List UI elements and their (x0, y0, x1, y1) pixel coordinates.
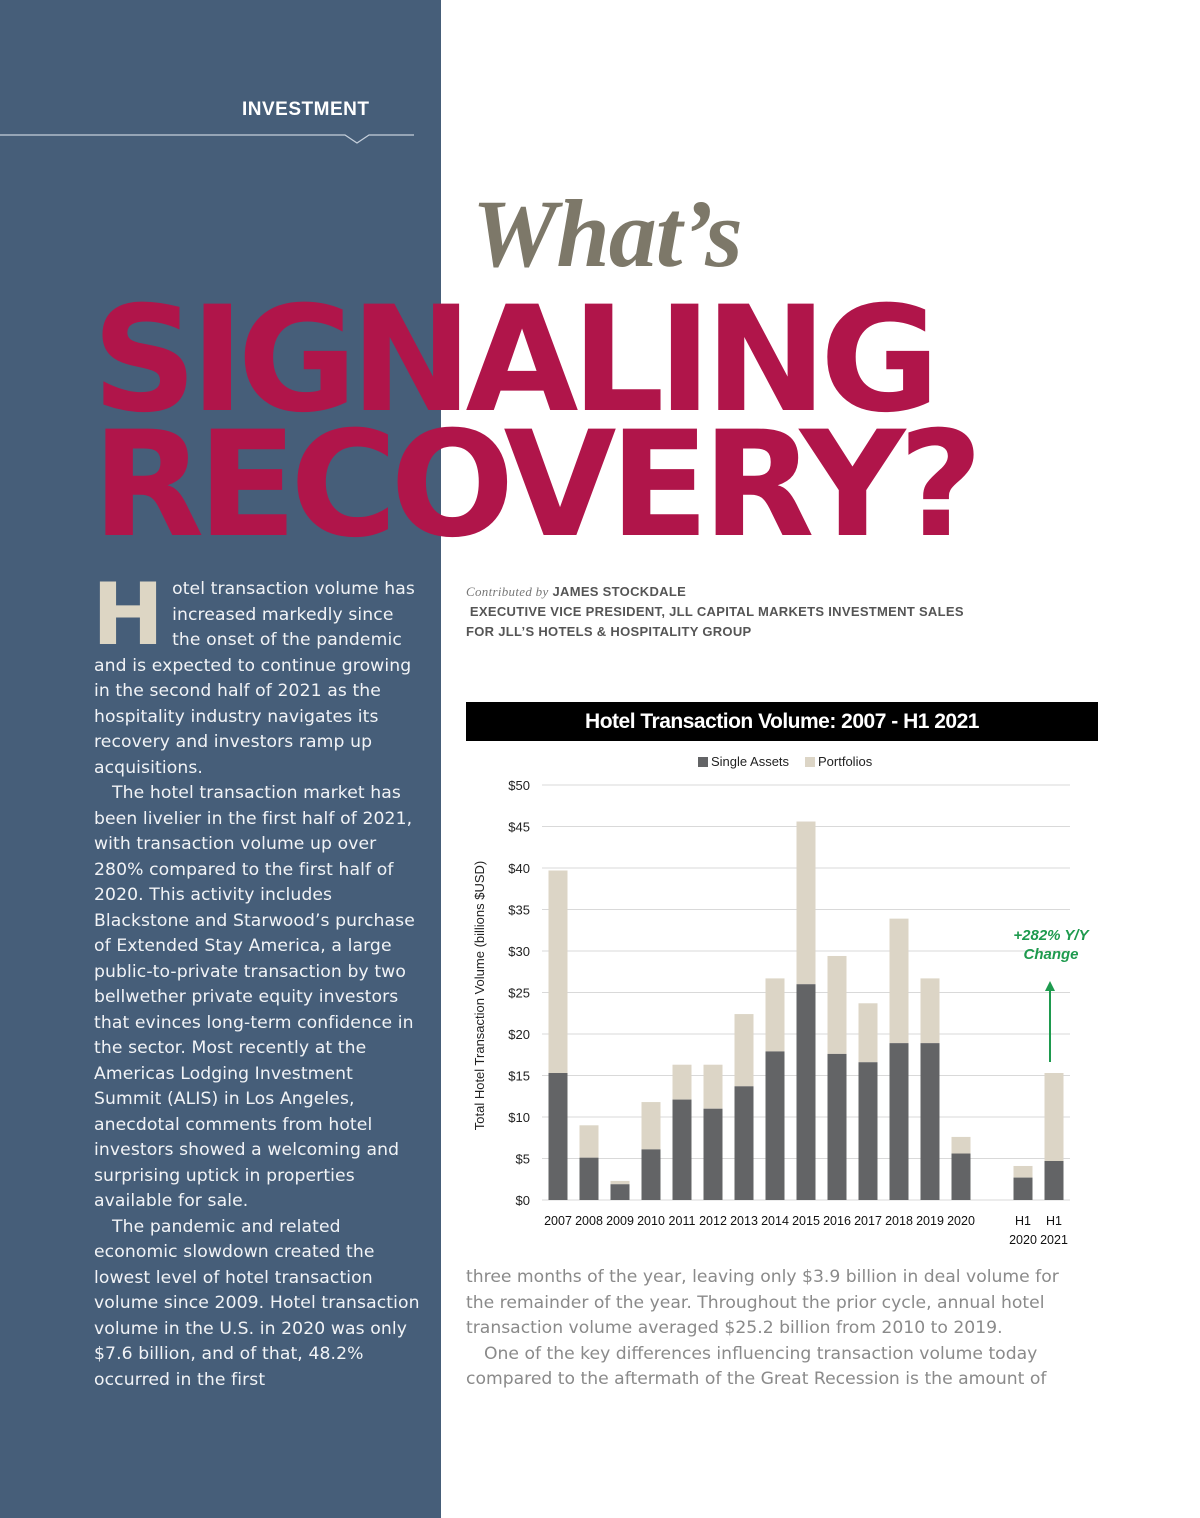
y-tick-label: $15 (508, 1068, 530, 1084)
bar-single-assets (797, 984, 816, 1200)
y-tick-label: $45 (508, 819, 530, 835)
x-tick-label: 2020 (1009, 1233, 1037, 1247)
author-group: FOR JLL’S HOTELS & HOSPITALITY GROUP (466, 624, 752, 639)
bar-portfolios (890, 919, 909, 1044)
legend-swatch (698, 757, 708, 767)
x-tick-label: 2015 (792, 1214, 820, 1228)
bar-single-assets (704, 1109, 723, 1200)
legend-label: Portfolios (818, 754, 873, 769)
y-tick-label: $10 (508, 1110, 530, 1125)
bar-portfolios (859, 1003, 878, 1062)
drop-cap: H (92, 565, 165, 665)
annotation-text: +282% Y/Y (1013, 927, 1089, 944)
chart-title: Hotel Transaction Volume: 2007 - H1 2021 (466, 702, 1098, 741)
bar-single-assets (673, 1100, 692, 1200)
headline-whats: What’s (472, 180, 742, 287)
bar-single-assets (735, 1086, 754, 1200)
bar-single-assets (611, 1184, 630, 1200)
bar-portfolios (673, 1065, 692, 1100)
paragraph-1 (92, 565, 424, 781)
x-tick-label: 2013 (730, 1214, 758, 1228)
bar-single-assets (921, 1043, 940, 1200)
y-tick-label: $20 (508, 1027, 530, 1042)
x-tick-label: 2018 (885, 1214, 913, 1228)
bar-single-assets (1045, 1161, 1064, 1200)
bar-portfolios (797, 822, 816, 985)
byline (466, 582, 964, 642)
y-tick-label: $35 (508, 902, 530, 918)
bar-portfolios (735, 1014, 754, 1086)
bar-portfolios (642, 1102, 661, 1149)
bar-single-assets (952, 1154, 971, 1200)
article-body-right (466, 1265, 1086, 1393)
bar-single-assets (890, 1043, 909, 1200)
author-name: JAMES STOCKDALE (552, 584, 687, 599)
x-tick-label: 2010 (637, 1214, 665, 1228)
y-tick-label: $5 (515, 1151, 530, 1167)
annotation-text: Change (1023, 946, 1079, 963)
section-divider (0, 128, 420, 148)
bar-single-assets (1014, 1178, 1033, 1200)
x-tick-label: 2020 (947, 1214, 975, 1228)
bar-single-assets (549, 1073, 568, 1200)
bar-portfolios (921, 978, 940, 1043)
x-tick-label: 2014 (761, 1214, 789, 1228)
y-tick-label: $0 (515, 1193, 530, 1208)
paragraph-1-text: otel transaction volume has increased markedly since the onset of the pandemic and is expected to continue growing in the second half of 2021 as the hospitality industry navigates its recovery and investors ramp up acquisitions. (94, 579, 415, 778)
x-tick-label: H1 (1046, 1214, 1062, 1228)
annotation-arrowhead (1045, 981, 1055, 991)
x-tick-label: 2019 (916, 1214, 944, 1228)
bar-portfolios (952, 1137, 971, 1154)
x-tick-label: 2007 (544, 1214, 572, 1228)
headline-signaling: SIGNALING (92, 275, 933, 445)
bar-single-assets (828, 1054, 847, 1200)
section-label: INVESTMENT (242, 99, 370, 120)
y-tick-label: $30 (508, 944, 530, 959)
bar-portfolios (1045, 1073, 1064, 1161)
x-tick-label: 2016 (823, 1214, 851, 1228)
x-tick-label: 2012 (699, 1214, 727, 1228)
paragraph-3: The pandemic and related economic slowdown created the lowest level of hotel transaction volume since 2009. Hotel transaction volume in the U.S. in 2020 was only $7.6 billion, and of that, 48.2% occurred in the first (94, 1216, 420, 1390)
transaction-volume-chart (466, 745, 1098, 1250)
x-tick-label: 2008 (575, 1214, 603, 1228)
bar-portfolios (704, 1065, 723, 1109)
x-tick-label: 2017 (854, 1214, 882, 1228)
x-tick-label: H1 (1015, 1214, 1031, 1228)
article-body-left (92, 565, 424, 1393)
paragraph-5: One of the key differences influencing transaction volume today compared to the aftermath of the Great Recession is the amount of (466, 1343, 1047, 1389)
bar-portfolios (549, 870, 568, 1073)
headline-recovery: RECOVERY? (92, 400, 977, 570)
y-axis-label: Total Hotel Transaction Volume (billions $USD) (472, 860, 487, 1131)
bar-portfolios (1014, 1166, 1033, 1178)
author-title: EXECUTIVE VICE PRESIDENT, JLL CAPITAL MARKETS INVESTMENT SALES (469, 604, 964, 619)
paragraph-2: The hotel transaction market has been livelier in the first half of 2021, with transaction volume up over 280% compared to the first half of 2020. This activity includes Blackstone and Starwood’s purchase of Extended Stay America, a large public-to-private transaction by two bellwether private equity investors that evinces long-term confidence in the sector. Most recently at the Americas Lodging Investment Summit (ALIS) in Los Angeles, anecdotal comments from hotel investors showed a welcoming and surprising uptick in properties available for sale. (94, 783, 415, 1211)
bar-single-assets (859, 1062, 878, 1200)
bar-portfolios (828, 956, 847, 1054)
bar-single-assets (642, 1149, 661, 1200)
x-tick-label: 2021 (1040, 1233, 1068, 1247)
byline-lead: Contributed by (466, 584, 549, 599)
bar-portfolios (611, 1181, 630, 1184)
y-tick-label: $50 (508, 778, 530, 793)
bar-portfolios (580, 1125, 599, 1157)
legend-label: Single Assets (711, 754, 790, 769)
bar-single-assets (766, 1051, 785, 1200)
bar-portfolios (766, 978, 785, 1051)
legend-swatch (805, 757, 815, 767)
paragraph-4: three months of the year, leaving only $3.9 billion in deal volume for the remainder of the year. Throughout the prior cycle, annual hotel transaction volume averaged $25.2 billion from 2010 to 2019. (466, 1267, 1059, 1338)
y-tick-label: $40 (508, 861, 530, 876)
x-tick-label: 2011 (668, 1214, 696, 1228)
x-tick-label: 2009 (606, 1214, 634, 1228)
y-tick-label: $25 (508, 985, 530, 1001)
bar-single-assets (580, 1158, 599, 1200)
